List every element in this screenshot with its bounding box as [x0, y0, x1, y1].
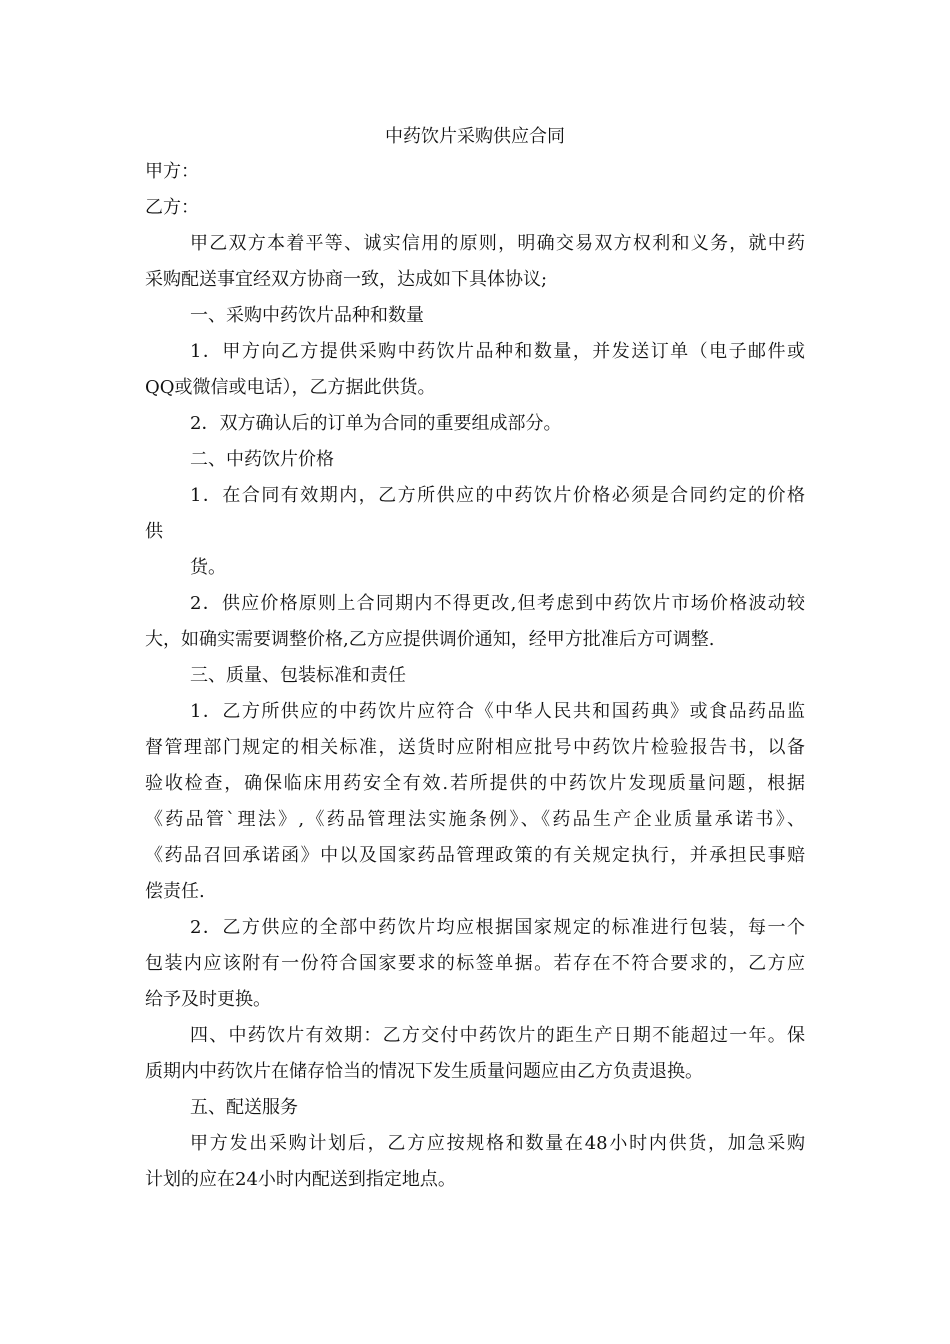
- paragraph-line: 《药品管`理法》,《药品管理法实施条例》、《药品生产企业质量承诺书》、: [145, 809, 805, 830]
- paragraph-line: 2．乙方供应的全部中药饮片均应根据国家规定的标准进行包装，每一个: [190, 917, 805, 938]
- document-title: 中药饮片采购供应合同: [385, 126, 565, 147]
- paragraph-line: 《药品召回承诺函》中以及国家药品管理政策的有关规定执行，并承担民事赔: [145, 845, 805, 866]
- paragraph-line: 大，如确实需要调整价格,乙方应提供调价通知，经甲方批准后方可调整.: [145, 629, 715, 650]
- paragraph-line: 1．甲方向乙方提供采购中药饮片品种和数量，并发送订单（电子邮件或: [190, 341, 805, 362]
- paragraph-line: 包装内应该附有一份符合国家要求的标签单据。若存在不符合要求的，乙方应: [145, 953, 805, 974]
- paragraph-line: 2．供应价格原则上合同期内不得更改,但考虑到中药饮片市场价格波动较: [190, 593, 805, 614]
- paragraph-line: 采购配送事宜经双方协商一致，达成如下具体协议;: [145, 269, 548, 290]
- paragraph-line: 偿责任.: [145, 881, 205, 902]
- paragraph-line: 1．乙方所供应的中药饮片应符合《中华人民共和国药典》或食品药品监: [190, 701, 805, 722]
- paragraph-line: 供: [145, 521, 163, 542]
- paragraph-line: 督管理部门规定的相关标准，送货时应附相应批号中药饮片检验报告书，以备: [145, 737, 805, 758]
- paragraph-line: 质期内中药饮片在储存恰当的情况下发生质量问题应由乙方负责退换。: [145, 1061, 703, 1082]
- section-heading: 四、中药饮片有效期：乙方交付中药饮片的距生产日期不能超过一年。保: [190, 1025, 805, 1046]
- section-heading: 一、采购中药饮片品种和数量: [190, 305, 424, 326]
- party-b-line: 乙方：: [145, 197, 199, 218]
- paragraph-line: 2．双方确认后的订单为合同的重要组成部分。: [190, 413, 562, 434]
- paragraph-line: 给予及时更换。: [145, 989, 271, 1010]
- paragraph-line: 验收检查，确保临床用药安全有效.若所提供的中药饮片发现质量问题，根据: [145, 773, 805, 794]
- section-heading: 二、中药饮片价格: [190, 449, 334, 470]
- paragraph-line: 甲方发出采购计划后，乙方应按规格和数量在48小时内供货，加急采购: [190, 1133, 805, 1154]
- section-heading: 三、质量、包装标准和责任: [190, 665, 406, 686]
- paragraph-line: 甲乙双方本着平等、诚实信用的原则，明确交易双方权利和义务，就中药: [190, 233, 805, 254]
- paragraph-line: 货。: [190, 557, 226, 578]
- party-a-line: 甲方：: [145, 161, 199, 182]
- paragraph-line: QQ或微信或电话），乙方据此供货。: [145, 377, 436, 398]
- paragraph-line: 计划的应在24小时内配送到指定地点。: [145, 1169, 456, 1190]
- paragraph-line: 1．在合同有效期内，乙方所供应的中药饮片价格必须是合同约定的价格: [190, 485, 805, 506]
- section-heading: 五、配送服务: [190, 1097, 298, 1118]
